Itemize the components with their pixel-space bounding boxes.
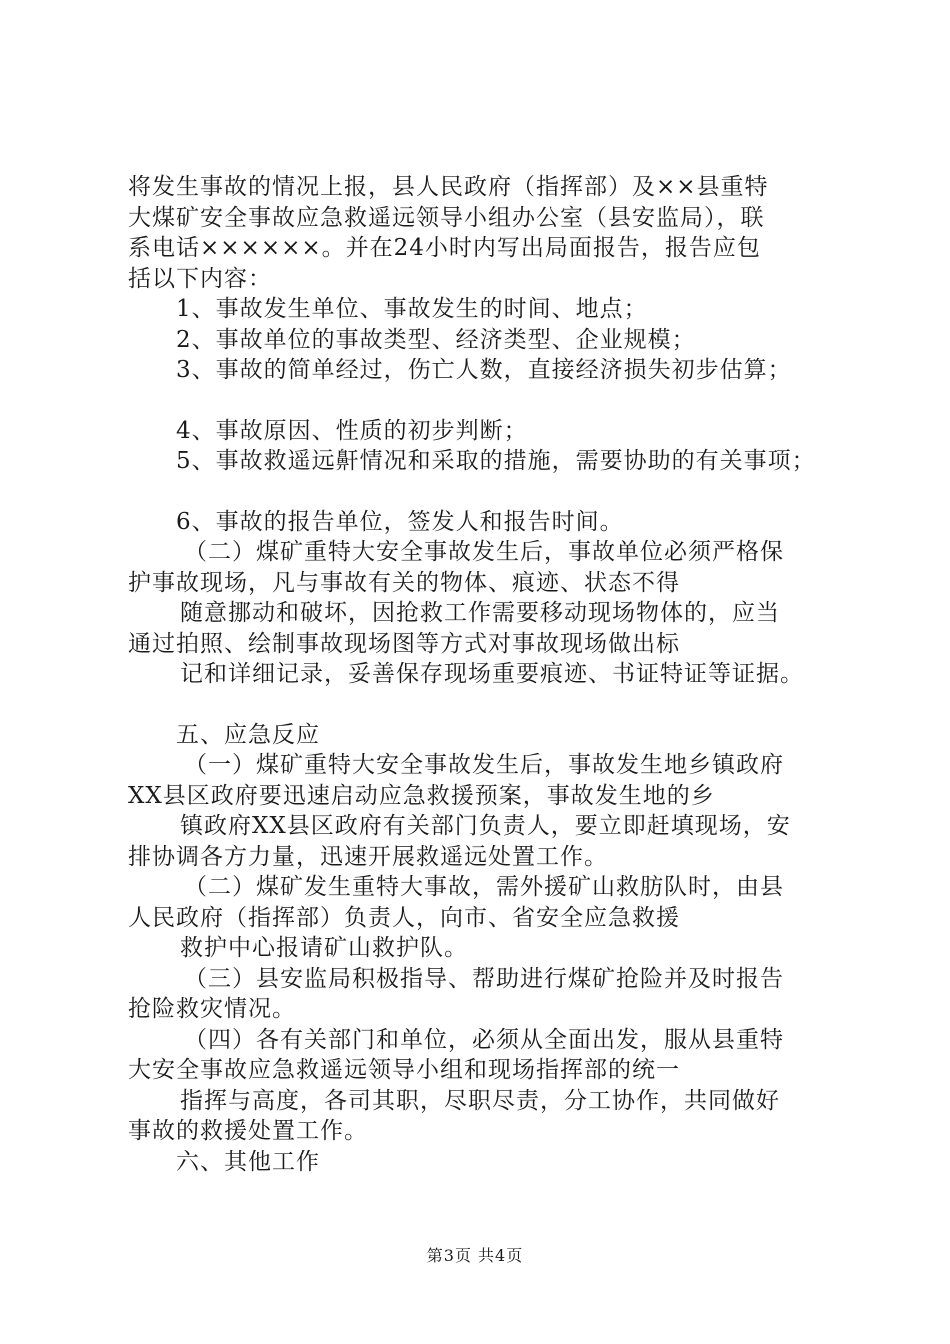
- list-item: 3、事故的简单经过，伤亡人数，直接经济损失初步估算；: [176, 357, 792, 383]
- text-line: 大煤矿安全事故应急救遥远领导小组办公室（县安监局），联: [128, 204, 765, 231]
- text-line: 将发生事故的情况上报，县人民政府（指挥部）及××县重特: [128, 174, 769, 200]
- spacer: [128, 690, 848, 720]
- text-line: 记和详细记录，妥善保存现场重要痕迹、书证特证等证据。: [180, 661, 804, 687]
- text-line: 大安全事故应急救遥远领导小组和现场指挥部的统一: [128, 1057, 680, 1083]
- page-footer: [0, 1243, 950, 1266]
- text-line: 通过拍照、绘制事故现场图等方式对事故现场做出标: [128, 630, 680, 657]
- text-line: 救护中心报请矿山救护队。: [180, 935, 468, 961]
- text-line: XX县区政府要迅速启动应急救援预案，事故发生地的乡: [128, 782, 715, 809]
- text-line: （三）县安监局积极指导、帮助进行煤矿抢险并及时报告: [184, 965, 784, 992]
- text-line: 系电话××××××。并在24小时内写出局面报告，报告应包: [128, 235, 761, 261]
- document-body: [128, 172, 848, 1177]
- list-item: 1、事故发生单位、事故发生的时间、地点；: [176, 296, 648, 322]
- text-line: 随意挪动和破坏，因抢救工作需要移动现场物体的，应当: [180, 600, 780, 626]
- text-line: 护事故现场，凡与事故有关的物体、痕迹、状态不得: [128, 569, 680, 596]
- text-line: 括以下内容：: [128, 265, 272, 292]
- text-line: 镇政府XX县区政府有关部门负责人，要立即赶填现场，安: [180, 813, 791, 839]
- section-heading: 六、其他工作: [176, 1148, 320, 1175]
- list-item: 4、事故原因、性质的初步判断；: [176, 417, 528, 444]
- text-line: （二）煤矿重特大安全事故发生后，事故单位必须严格保: [184, 539, 784, 565]
- page-number-label: 第3页 共4页: [426, 1246, 524, 1265]
- text-line: （二）煤矿发生重特大事故，需外援矿山救肪队时，由县: [184, 874, 784, 900]
- section-heading: 五、应急反应: [176, 721, 320, 748]
- text-line: （四）各有关部门和单位，必须从全面出发，服从县重特: [184, 1026, 784, 1053]
- spacer: [128, 477, 848, 507]
- text-line: 人民政府（指挥部）负责人，向市、省安全应急救援: [128, 904, 680, 931]
- text-line: 排协调各方力量，迅速开展救遥远处置工作。: [128, 843, 608, 870]
- list-item: 2、事故单位的事故类型、经济类型、企业规模；: [176, 326, 696, 353]
- text-line: 事故的救援处置工作。: [128, 1118, 368, 1144]
- spacer: [128, 386, 848, 416]
- list-item: 6、事故的报告单位，签发人和报告时间。: [176, 508, 624, 535]
- text-line: 指挥与高度，各司其职，尽职尽责，分工协作，共同做好: [180, 1087, 780, 1114]
- list-item: 5、事故救遥远鼾情况和采取的措施，需要协助的有关事项；: [176, 448, 816, 474]
- text-line: （一）煤矿重特大安全事故发生后，事故发生地乡镇政府: [184, 752, 784, 778]
- text-line: 抢险救灾情况。: [128, 996, 296, 1022]
